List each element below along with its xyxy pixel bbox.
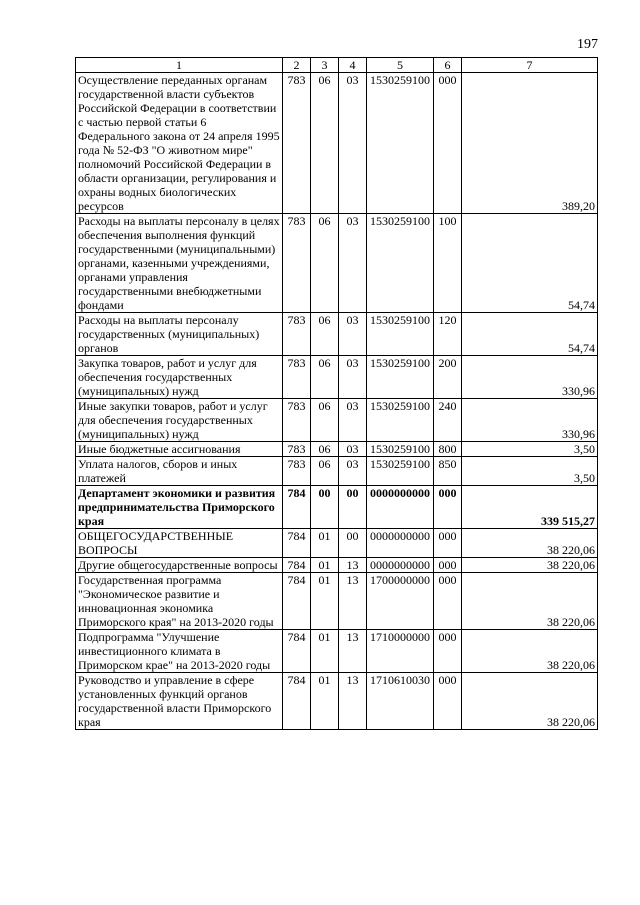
- subsection-code-cell: 03: [339, 313, 367, 356]
- table-row: [76, 573, 598, 630]
- table-row: [76, 486, 598, 529]
- row-name-cell: Другие общегосударственные вопросы: [76, 558, 283, 573]
- target-article-cell: 1530259100: [367, 313, 434, 356]
- target-article-cell: 1710000000: [367, 630, 434, 673]
- amount-cell: 339 515,27: [462, 486, 598, 529]
- row-name-cell: Руководство и управление в сфере установленных функций органов государственной власти Приморского края: [76, 673, 283, 730]
- subsection-code-cell: 03: [339, 399, 367, 442]
- row-name-cell: Государственная программа "Экономическое развитие и инновационная экономика Приморского края" на 2013-2020 годы: [76, 573, 283, 630]
- subsection-code-cell: 03: [339, 356, 367, 399]
- table-row: [76, 457, 598, 486]
- admin-code-cell: 784: [283, 630, 311, 673]
- expense-type-cell: 850: [434, 457, 462, 486]
- subsection-code-cell: 13: [339, 673, 367, 730]
- amount-cell: 330,96: [462, 356, 598, 399]
- table-row: [76, 529, 598, 558]
- expense-type-cell: 000: [434, 486, 462, 529]
- table-row: [76, 214, 598, 313]
- header-cell: 1: [76, 58, 283, 73]
- table-row: [76, 399, 598, 442]
- row-name-cell: Расходы на выплаты персоналу в целях обеспечения выполнения функций государственными (муниципальными) органами, казенными учреждениями, органами управления государственными внебюджетными фондами: [76, 214, 283, 313]
- admin-code-cell: 784: [283, 573, 311, 630]
- section-code-cell: 00: [311, 486, 339, 529]
- expense-type-cell: 240: [434, 399, 462, 442]
- amount-cell: 389,20: [462, 73, 598, 214]
- admin-code-cell: 783: [283, 313, 311, 356]
- admin-code-cell: 784: [283, 529, 311, 558]
- section-code-cell: 01: [311, 558, 339, 573]
- target-article-cell: 1710610030: [367, 673, 434, 730]
- admin-code-cell: 783: [283, 399, 311, 442]
- table-row: [76, 673, 598, 730]
- table-row: [76, 73, 598, 214]
- amount-cell: 3,50: [462, 457, 598, 486]
- header-cell: 4: [339, 58, 367, 73]
- row-name-cell: ОБЩЕГОСУДАРСТВЕННЫЕ ВОПРОСЫ: [76, 529, 283, 558]
- section-code-cell: 06: [311, 457, 339, 486]
- amount-cell: 38 220,06: [462, 573, 598, 630]
- header-cell: 5: [367, 58, 434, 73]
- expense-type-cell: 000: [434, 630, 462, 673]
- table-row: [76, 558, 598, 573]
- amount-cell: 54,74: [462, 214, 598, 313]
- section-code-cell: 01: [311, 630, 339, 673]
- section-code-cell: 06: [311, 214, 339, 313]
- section-code-cell: 01: [311, 573, 339, 630]
- target-article-cell: 1530259100: [367, 73, 434, 214]
- subsection-code-cell: 13: [339, 630, 367, 673]
- admin-code-cell: 784: [283, 673, 311, 730]
- row-name-cell: Иные бюджетные ассигнования: [76, 442, 283, 457]
- table-row: [76, 356, 598, 399]
- target-article-cell: 0000000000: [367, 558, 434, 573]
- header-cell: 3: [311, 58, 339, 73]
- admin-code-cell: 783: [283, 214, 311, 313]
- header-cell: 6: [434, 58, 462, 73]
- subsection-code-cell: 03: [339, 442, 367, 457]
- admin-code-cell: 784: [283, 486, 311, 529]
- section-code-cell: 06: [311, 313, 339, 356]
- expense-type-cell: 100: [434, 214, 462, 313]
- header-row: [76, 58, 598, 73]
- table-row: [76, 313, 598, 356]
- row-name-cell: Уплата налогов, сборов и иных платежей: [76, 457, 283, 486]
- header-cell: 7: [462, 58, 598, 73]
- row-name-cell: Закупка товаров, работ и услуг для обеспечения государственных (муниципальных) нужд: [76, 356, 283, 399]
- amount-cell: 54,74: [462, 313, 598, 356]
- section-code-cell: 06: [311, 73, 339, 214]
- row-name-cell: Осуществление переданных органам государственной власти субъектов Российской Федерации в соответствии с частью первой статьи 6 Федерального закона от 24 апреля 1995 года № 52-ФЗ "О животном мире" полномочий Российской Федерации в области организации, регулирования и охраны водных биологических ресурсов: [76, 73, 283, 214]
- table-row: [76, 630, 598, 673]
- expense-type-cell: 000: [434, 529, 462, 558]
- expense-type-cell: 000: [434, 673, 462, 730]
- row-name-cell: Расходы на выплаты персоналу государственных (муниципальных) органов: [76, 313, 283, 356]
- section-code-cell: 06: [311, 442, 339, 457]
- amount-cell: 3,50: [462, 442, 598, 457]
- subsection-code-cell: 03: [339, 457, 367, 486]
- expense-type-cell: 000: [434, 558, 462, 573]
- amount-cell: 38 220,06: [462, 558, 598, 573]
- admin-code-cell: 783: [283, 356, 311, 399]
- section-code-cell: 06: [311, 356, 339, 399]
- target-article-cell: 1530259100: [367, 356, 434, 399]
- section-code-cell: 06: [311, 399, 339, 442]
- admin-code-cell: 784: [283, 558, 311, 573]
- amount-cell: 38 220,06: [462, 529, 598, 558]
- admin-code-cell: 783: [283, 457, 311, 486]
- section-code-cell: 01: [311, 673, 339, 730]
- target-article-cell: 1530259100: [367, 214, 434, 313]
- header-cell: 2: [283, 58, 311, 73]
- expense-type-cell: 000: [434, 573, 462, 630]
- amount-cell: 330,96: [462, 399, 598, 442]
- target-article-cell: 1530259100: [367, 399, 434, 442]
- expense-type-cell: 200: [434, 356, 462, 399]
- expense-type-cell: 120: [434, 313, 462, 356]
- target-article-cell: 1530259100: [367, 442, 434, 457]
- amount-cell: 38 220,06: [462, 673, 598, 730]
- budget-table: [75, 57, 598, 730]
- row-name-cell: Иные закупки товаров, работ и услуг для обеспечения государственных (муниципальных) нужд: [76, 399, 283, 442]
- expense-type-cell: 000: [434, 73, 462, 214]
- amount-cell: 38 220,06: [462, 630, 598, 673]
- expense-type-cell: 800: [434, 442, 462, 457]
- target-article-cell: 0000000000: [367, 529, 434, 558]
- row-name-cell: Подпрограмма "Улучшение инвестиционного климата в Приморском крае" на 2013-2020 годы: [76, 630, 283, 673]
- subsection-code-cell: 03: [339, 214, 367, 313]
- subsection-code-cell: 00: [339, 529, 367, 558]
- row-name-cell: Департамент экономики и развития предпринимательства Приморского края: [76, 486, 283, 529]
- admin-code-cell: 783: [283, 442, 311, 457]
- target-article-cell: 1700000000: [367, 573, 434, 630]
- subsection-code-cell: 03: [339, 73, 367, 214]
- section-code-cell: 01: [311, 529, 339, 558]
- subsection-code-cell: 13: [339, 573, 367, 630]
- page-number: 197: [577, 37, 598, 52]
- subsection-code-cell: 13: [339, 558, 367, 573]
- subsection-code-cell: 00: [339, 486, 367, 529]
- table-row: [76, 442, 598, 457]
- target-article-cell: 0000000000: [367, 486, 434, 529]
- admin-code-cell: 783: [283, 73, 311, 214]
- target-article-cell: 1530259100: [367, 457, 434, 486]
